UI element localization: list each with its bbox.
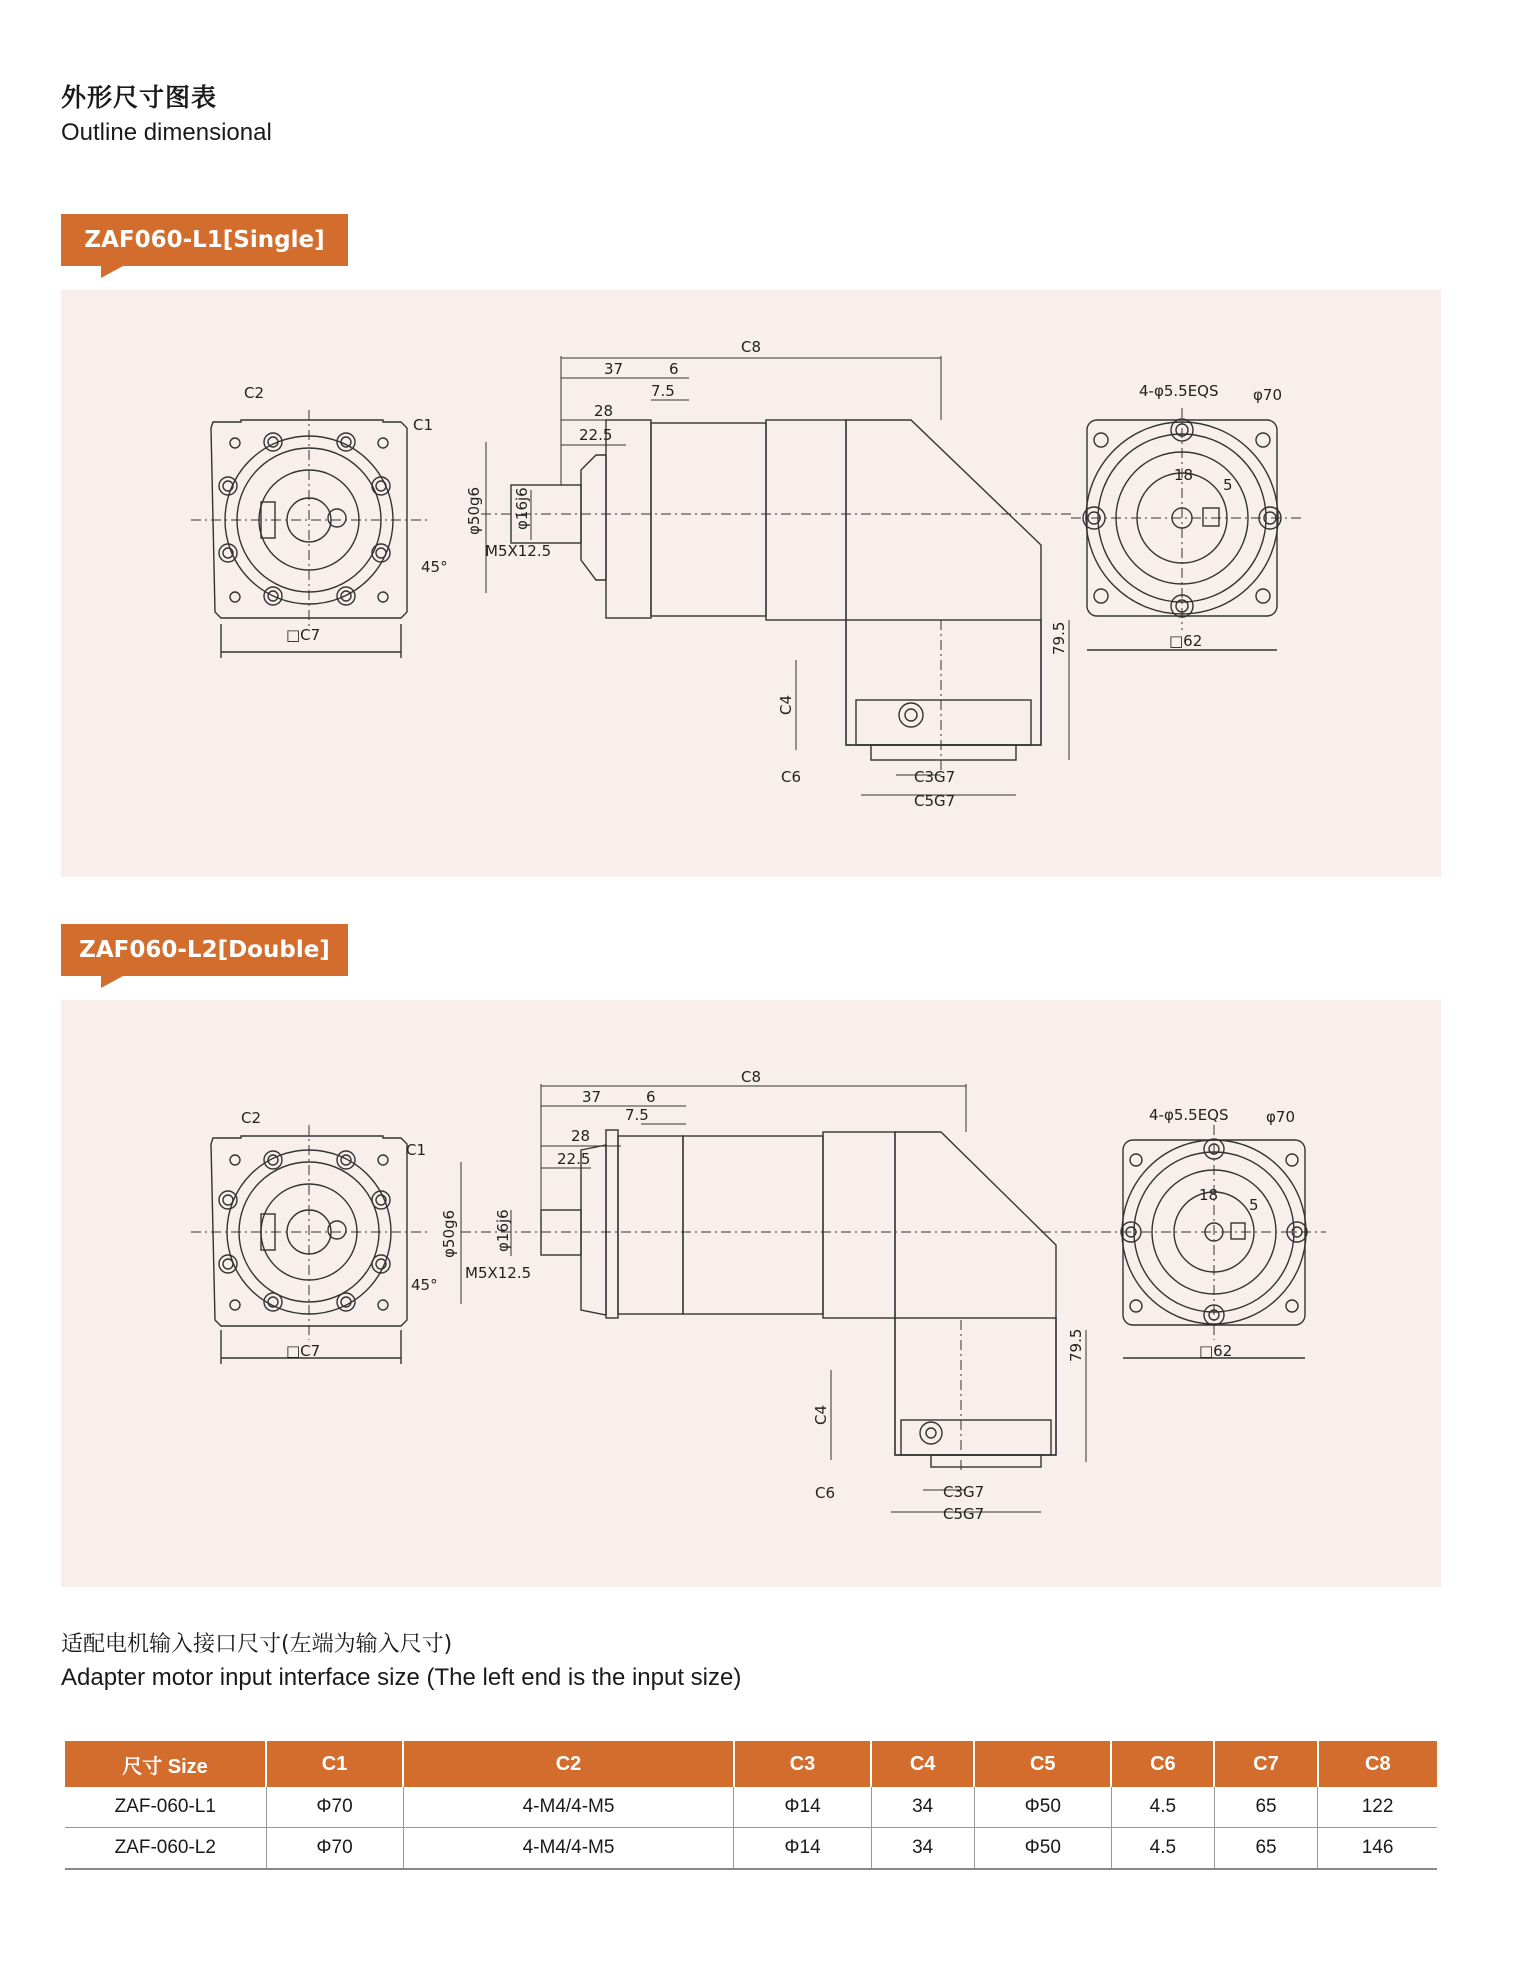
drawing-panel-single: [61, 290, 1441, 877]
label-bolt: 4-φ5.5EQS: [1139, 382, 1219, 400]
label-7-5: 7.5: [651, 382, 675, 400]
label-79-5: 79.5: [1050, 621, 1068, 655]
header-c6: C6: [1111, 1741, 1214, 1787]
label-22-5: 22.5: [557, 1150, 591, 1168]
label-sq62: □62: [1169, 632, 1203, 650]
cell-c3: Φ14: [734, 1828, 871, 1870]
header-c1: C1: [266, 1741, 403, 1787]
header-c5: C5: [974, 1741, 1111, 1787]
label-37: 37: [604, 360, 624, 378]
cell-c2: 4-M4/4-M5: [403, 1787, 734, 1828]
table-row: [65, 1828, 1437, 1870]
cell-c6: 4.5: [1111, 1828, 1214, 1870]
label-c1: C1: [413, 416, 434, 434]
page-title-cn: 外形尺寸图表: [61, 83, 218, 112]
cell-size: ZAF-060-L2: [65, 1828, 266, 1870]
label-c7: □C7: [286, 1342, 321, 1360]
drawing-panel-double: [61, 1000, 1441, 1587]
label-c3: C3G7: [943, 1483, 985, 1501]
outline-drawing-double: [61, 1000, 1441, 1587]
header-c7: C7: [1214, 1741, 1317, 1787]
label-28: 28: [594, 402, 614, 420]
label-c4: C4: [777, 694, 795, 715]
label-18: 18: [1199, 1186, 1219, 1204]
label-c1: C1: [406, 1141, 427, 1159]
header-c2: C2: [403, 1741, 734, 1787]
label-5: 5: [1249, 1196, 1259, 1214]
table-row: [65, 1787, 1437, 1828]
cell-size: ZAF-060-L1: [65, 1787, 266, 1828]
page-title-en: Outline dimensional: [61, 119, 272, 146]
label-angle: 45°: [421, 558, 448, 576]
cell-c4: 34: [871, 1828, 974, 1870]
label-bolt: 4-φ5.5EQS: [1149, 1106, 1229, 1124]
adapter-title-en: Adapter motor input interface size (The left end is the input size): [61, 1664, 742, 1691]
cell-c5: Φ50: [974, 1828, 1111, 1870]
cell-c8: 122: [1318, 1787, 1437, 1828]
label-d16: φ16j6: [494, 1209, 512, 1252]
label-c8: C8: [741, 1068, 762, 1086]
cell-c5: Φ50: [974, 1787, 1111, 1828]
cell-c4: 34: [871, 1787, 974, 1828]
cell-c6: 4.5: [1111, 1787, 1214, 1828]
label-5: 5: [1223, 476, 1233, 494]
label-c5: C5G7: [943, 1505, 985, 1523]
label-d50: φ50g6: [465, 486, 483, 535]
cell-c8: 146: [1318, 1828, 1437, 1870]
label-m5: M5X12.5: [485, 542, 552, 560]
label-79-5: 79.5: [1067, 1328, 1085, 1362]
section-tag-double: ZAF060-L2[Double]: [61, 924, 348, 976]
label-d50: φ50g6: [440, 1209, 458, 1258]
label-d16: φ16j6: [513, 487, 531, 530]
adapter-title-cn: 适配电机输入接口尺寸(左端为输入尺寸): [61, 1632, 453, 1657]
header-c8: C8: [1318, 1741, 1437, 1787]
cell-c7: 65: [1214, 1828, 1317, 1870]
label-d70: φ70: [1253, 386, 1282, 404]
label-sq62: □62: [1199, 1342, 1233, 1360]
outline-drawing-single: [61, 290, 1441, 877]
label-6: 6: [646, 1088, 656, 1106]
label-6: 6: [669, 360, 679, 378]
label-37: 37: [582, 1088, 602, 1106]
label-c2: C2: [241, 1109, 262, 1127]
label-22-5: 22.5: [579, 426, 613, 444]
label-angle: 45°: [411, 1276, 438, 1294]
cell-c2: 4-M4/4-M5: [403, 1828, 734, 1870]
label-c4: C4: [812, 1404, 830, 1425]
cell-c1: Φ70: [266, 1787, 403, 1828]
cell-c7: 65: [1214, 1787, 1317, 1828]
section-tag-single: ZAF060-L1[Single]: [61, 214, 348, 266]
label-7-5: 7.5: [625, 1106, 649, 1124]
label-c7: □C7: [286, 626, 321, 644]
label-28: 28: [571, 1127, 591, 1145]
label-c6: C6: [781, 768, 802, 786]
size-table: [65, 1741, 1437, 1870]
header-c4: C4: [871, 1741, 974, 1787]
label-c8: C8: [741, 338, 762, 356]
label-c6: C6: [815, 1484, 836, 1502]
label-c2: C2: [244, 384, 265, 402]
label-c3: C3G7: [914, 768, 956, 786]
header-size: 尺寸 Size: [65, 1741, 266, 1787]
cell-c3: Φ14: [734, 1787, 871, 1828]
cell-c1: Φ70: [266, 1828, 403, 1870]
header-c3: C3: [734, 1741, 871, 1787]
label-c5: C5G7: [914, 792, 956, 810]
table-header-row: [65, 1741, 1437, 1787]
label-m5: M5X12.5: [465, 1264, 532, 1282]
label-18: 18: [1174, 466, 1194, 484]
label-d70: φ70: [1266, 1108, 1295, 1126]
